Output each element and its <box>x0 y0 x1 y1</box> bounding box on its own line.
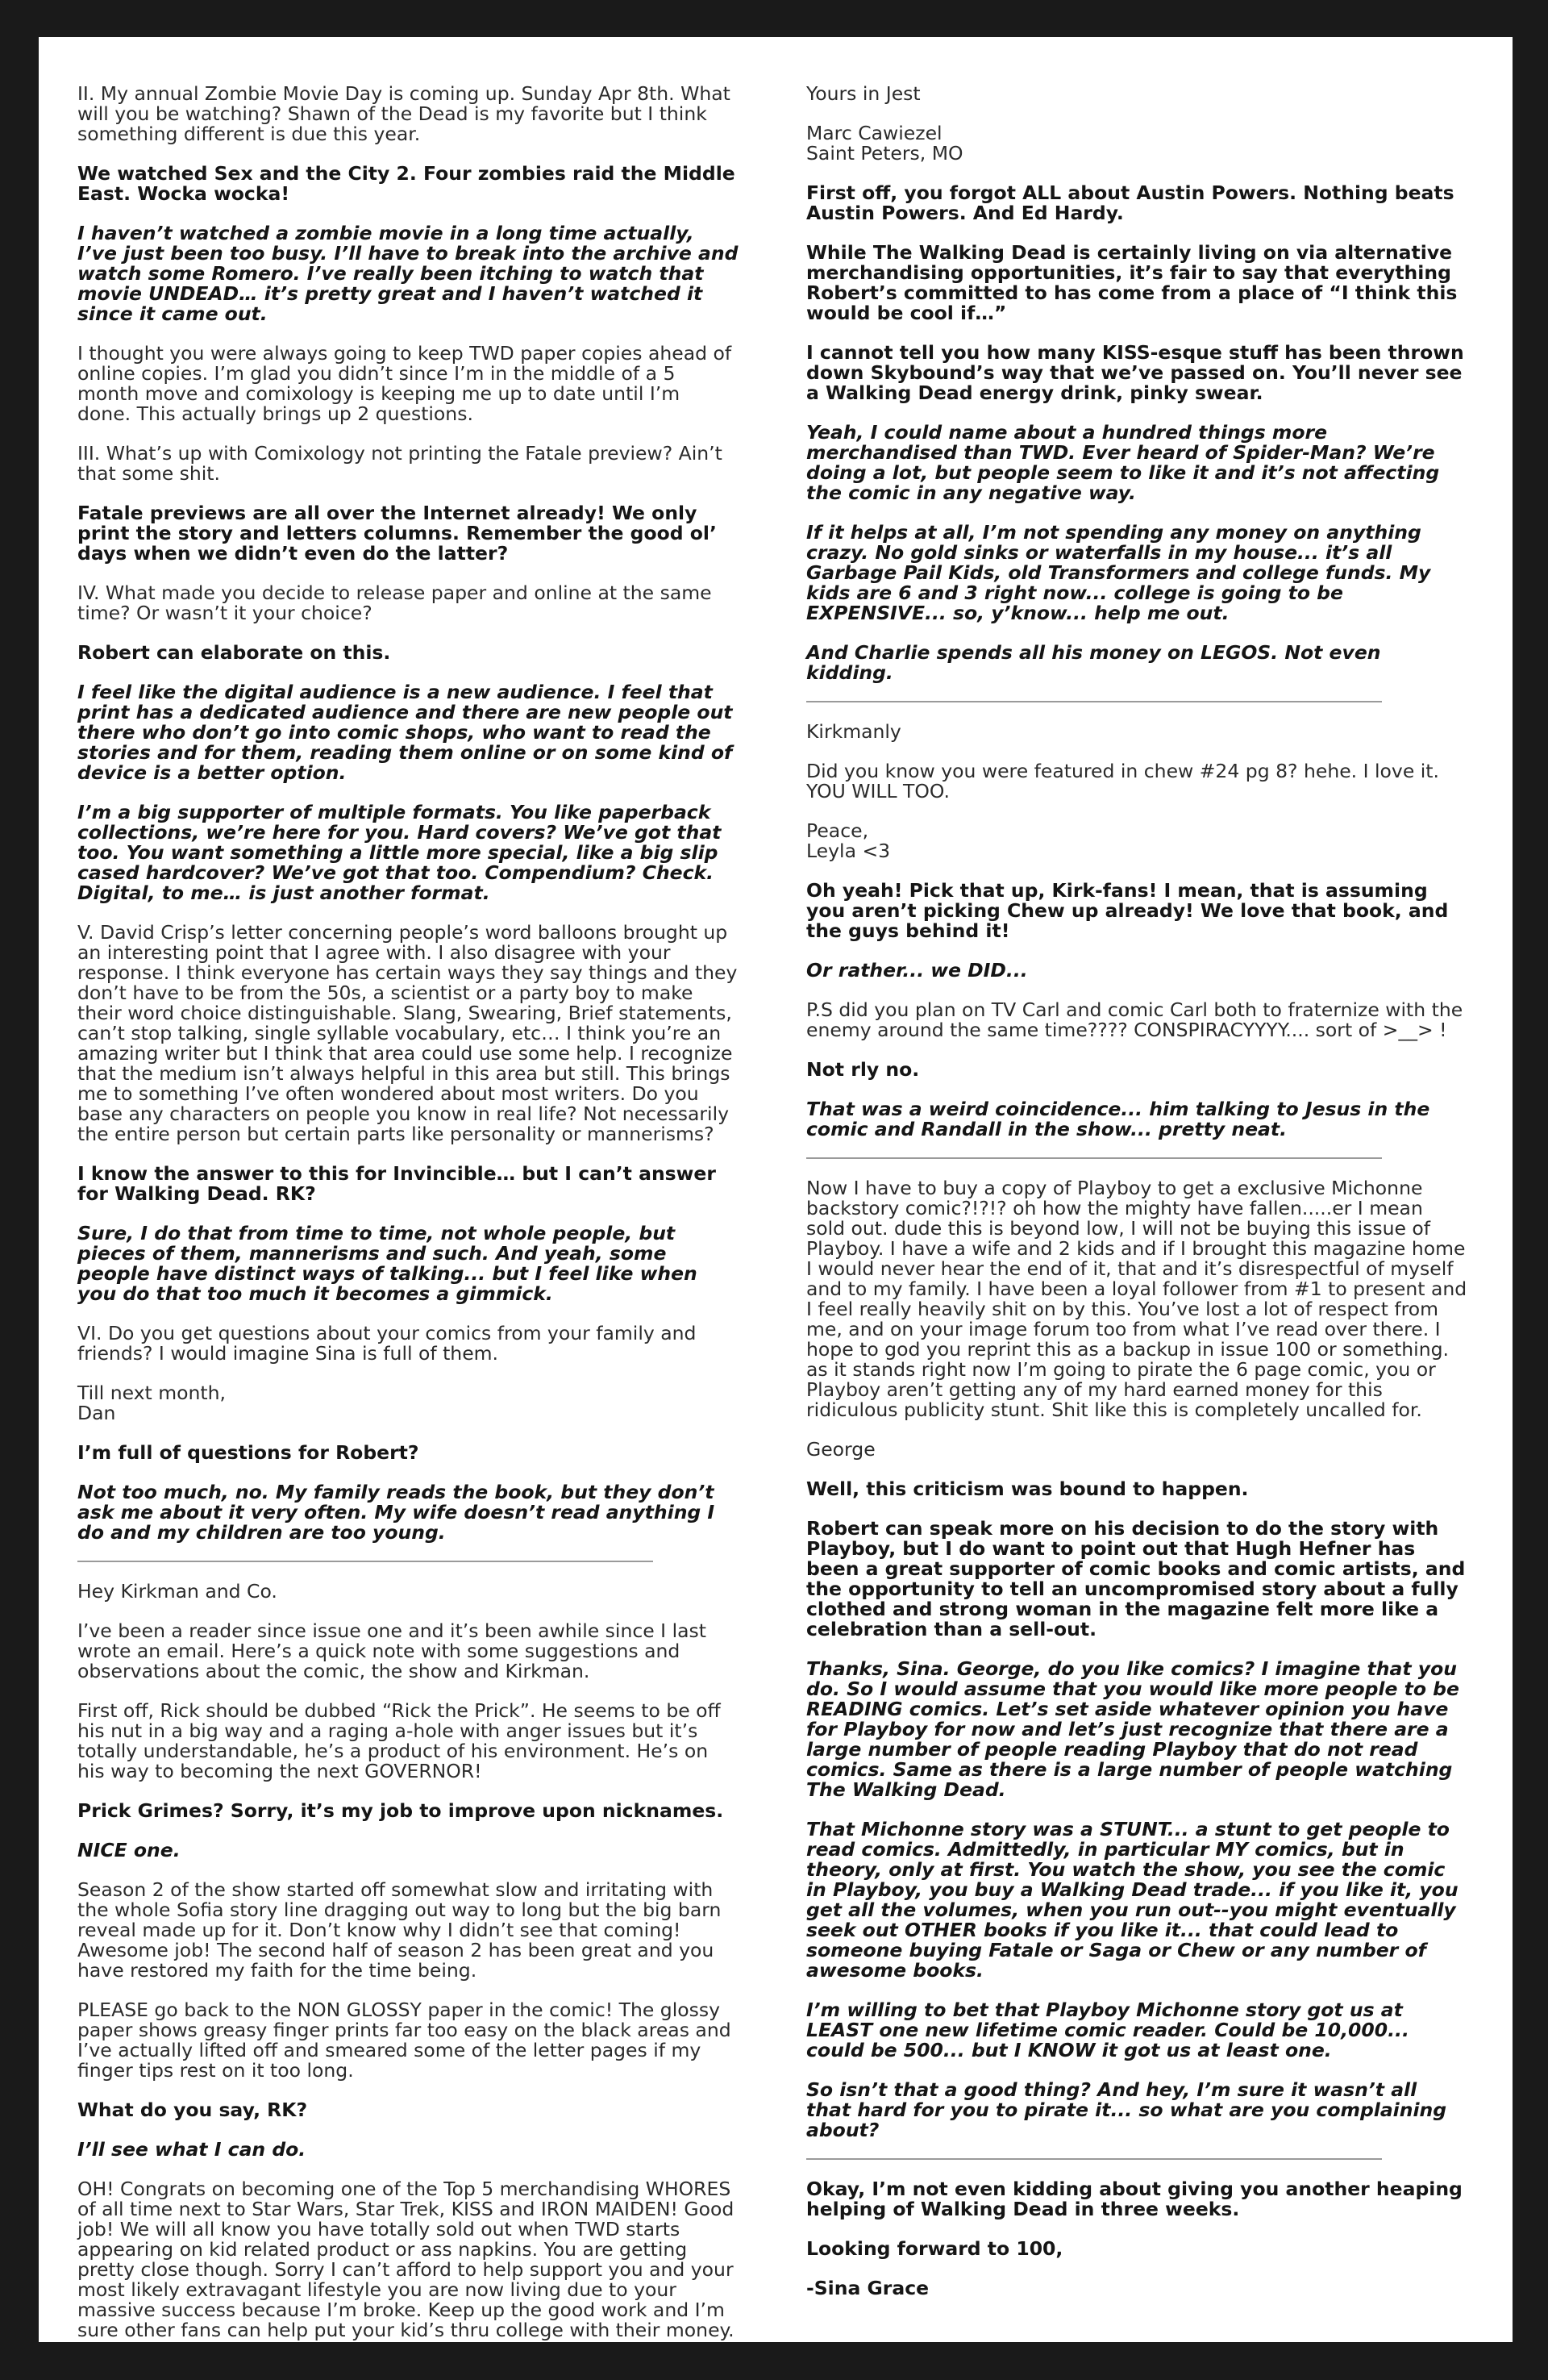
letter-paragraph: Marc Cawiezel Saint Peters, MO <box>806 122 963 165</box>
creator-response: I haven’t watched a zombie movie in a long time actually, I’ve just been too busy. I’ll have to break into the archive and watch some Romero. I’ve really been itching to watch that movie UNDEAD… it’s pretty great and I haven’t watched it since it came out. <box>77 222 739 325</box>
right-column <box>806 84 1467 2318</box>
section-divider <box>806 1144 1382 1159</box>
creator-response: Not too much, no. My family reads the book, but they don’t ask me about it very often. My wife doesn’t read anything I do and my children are too young. <box>77 1481 715 1544</box>
section-divider <box>806 2145 1382 2160</box>
creator-response: That was a weird coincidence... him talking to Jesus in the comic and Randall in the show... pretty neat. <box>806 1098 1430 1140</box>
editor-response: Robert can speak more on his decision to do the story with Playboy, but I do want to point out that Hugh Hefner has been a great supporter of comic books and comic artists, and the opportunity to tell an uncompromised story about a fully clothed and strong woman in the magazine felt more like a celebration than a sell-out. <box>806 1517 1466 1640</box>
letter-paragraph: Hey Kirkman and Co. <box>77 1580 277 1603</box>
letter-paragraph: Did you know you were featured in chew #24 pg 8? hehe. I love it. YOU WILL TOO. <box>806 760 1439 802</box>
editor-response: Robert can elaborate on this. <box>77 641 391 664</box>
letter-paragraph: OH! Congrats on becoming one of the Top 5 merchandising WHORES of all time next to Star Wars, Star Trek, KISS and IRON MAIDEN! Good job! We will all know you have totally sold out when TWD starts appearing on kid related product or ass napkins. You are getting pretty close though. Sorry I can’t afford to help support you and your most likely extravagant lifestyle you are now living due to your massive success because I’m broke. Keep up the good work and I’m sure other fans can help put your kid’s thru college with their money. <box>77 2178 734 2341</box>
creator-response: That Michonne story was a STUNT... a stunt to get people to read comics. Admittedly, in particular MY comics, but in theory, only at first. You watch the show, you see the comic in Playboy, you buy a Walking Dead trade... if you like it, you get all the volumes, when you run out--you might eventually seek out OTHER books if you like it... that could lead to someone buying Fatale or Saga or Chew or any number of awesome books. <box>806 1818 1459 1982</box>
letter-paragraph: First off, Rick should be dubbed “Rick the Prick”. He seems to be off his nut in a big way and a raging a-hole with anger issues but it’s totally understandable, he’s a product of his environment. He’s on his way to becoming the next GOVERNOR! <box>77 1699 721 1782</box>
editor-response: What do you say, RK? <box>77 2099 308 2121</box>
creator-response: I’ll see what I can do. <box>77 2138 306 2161</box>
editor-response: While The Walking Dead is certainly living on via alternative merchandising opportunities, it’s fair to say that everything Robert’s committed to has come from a place of “I think this would be cool if…” <box>806 241 1458 324</box>
letter-paragraph: Peace, Leyla <3 <box>806 819 891 862</box>
letter-paragraph: Till next month, Dan <box>77 1382 226 1424</box>
letter-paragraph: PLEASE go back to the NON GLOSSY paper in the comic! The glossy paper shows greasy finger prints far too easy on the black areas and I’ve actually lifted off and smeared some of the letter pages if my finger tips rest on it too long. <box>77 1999 731 2082</box>
section-divider <box>806 688 1382 702</box>
letter-paragraph: VI. Do you get questions about your comics from your family and friends? I would imagine Sina is full of them. <box>77 1322 697 1365</box>
creator-response: I’m willing to bet that Playboy Michonne story got us at LEAST one new lifetime comic reader. Could be 10,000... could be 500... but I KNOW it got us at least one. <box>806 1999 1409 2061</box>
creator-response: Yeah, I could name about a hundred things more merchandised than TWD. Ever heard of Spider-Man? We’re doing a lot, but people seem to like it and it’s not affecting the comic in any negative way. <box>806 421 1440 504</box>
editor-response: I cannot tell you how many KISS-esque stuff has been thrown down Skybound’s way that we’ve passed on. You’ll never see a Walking Dead energy drink, pinky swear. <box>806 341 1464 404</box>
editor-response: Prick Grimes? Sorry, it’s my job to improve upon nicknames. <box>77 1799 724 1822</box>
creator-response: I feel like the digital audience is a new audience. I feel that print has a dedicated audience and there are new people out there who don’t go into comic shops, who want to read the stories and for them, reading them online or on some kind of device is a better option. <box>77 681 733 784</box>
editor-response: Not rly no. <box>806 1058 920 1081</box>
letter-paragraph: III. What’s up with Comixology not printing the Fatale preview? Ain’t that some shit. <box>77 442 722 485</box>
left-column <box>77 84 739 2360</box>
creator-response: Sure, I do that from time to time, not whole people, but pieces of them, mannerisms and such. And yeah, some people have distinct ways of talking... but I feel like when you do that too much it becomes a gimmick. <box>77 1222 697 1305</box>
letter-paragraph: George <box>806 1438 876 1461</box>
letter-paragraph: V. David Crisp’s letter concerning people’s word balloons brought up an interesting point that I agree with. I also disagree with your response. I think everyone has certain ways they say things and they don’t have to be from the 50s, a scientist or a party boy to make their word choice distinguishable. Slang, Swearing, Brief statements, can’t stop talking, single syllable vocabulary, etc… I think you’re an amazing writer but I think that area could use some help. I recognize that the medium isn’t always helpful in this area but still. This brings me to something I’ve often wondered about most writers. Do you base any characters on people you know in real life? Not necessarily the entire person but certain parts like personality or mannerisms? <box>77 921 738 1145</box>
editor-response: Fatale previews are all over the Internet already! We only print the story and letters columns. Remember the good ol’ days when we didn’t even do the latter? <box>77 502 717 565</box>
creator-response: So isn’t that a good thing? And hey, I’m sure it wasn’t all that hard for you to pirate it... so what are you complaining about? <box>806 2078 1447 2141</box>
creator-response: And Charlie spends all his money on LEGOS. Not even kidding. <box>806 641 1381 684</box>
letter-paragraph: Now I have to buy a copy of Playboy to get a exclusive Michonne backstory comic?!?!? oh how the mighty have fallen.....er I mean sold out. dude this is beyond low, I will not be buying this issue of Playboy. I have a wife and 2 kids and if I brought this magazine home I would never hear the end of it, that and it’s disrespectful of myself and to my family. I have been a loyal follower from #1 to present and I feel really heavily shit on by this. You’ve lost a lot of respect from me, and on your image forum too from what I’ve read over there. I hope to god you reprint this as a backup in issue 100 or something. as it stands right now I’m going to pirate the 6 page comic, you or Playboy aren’t getting any of my hard earned money for this ridiculous publicity stunt. Shit like this is completely uncalled for. <box>806 1177 1467 1421</box>
letter-paragraph: I’ve been a reader since issue one and it’s been awhile since I last wrote an email. Here’s a quick note with some suggestions and observations about the comic, the show and Kirkman. <box>77 1619 706 1682</box>
letter-paragraph: Season 2 of the show started off somewhat slow and irritating with the whole Sofia story line dragging out way to long but the big barn reveal made up for it. Don’t know why I didn’t see that coming! Awesome job! The second half of season 2 has been great and you have restored my faith for the time being. <box>77 1878 722 1982</box>
letter-paragraph: IV. What made you decide to release paper and online at the same time? Or wasn’t it your choice? <box>77 581 712 624</box>
editor-response: Okay, I’m not even kidding about giving you another heaping helping of Walking Dead in three weeks. <box>806 2178 1463 2220</box>
letter-paragraph: II. My annual Zombie Movie Day is coming up. Sunday Apr 8th. What will you be watching? Shawn of the Dead is my favorite but I think something different is due this year. <box>77 82 730 145</box>
editor-response: Well, this criticism was bound to happen. <box>806 1478 1249 1500</box>
creator-response: Thanks, Sina. George, do you like comics? I imagine that you do. So I would assume that you would like more people to be READING comics. Let’s set aside whatever opinion you have for Playboy for now and let’s just recognize that there are a large number of people reading Playboy that do not read comics. Same as there is a large number of people watching The Walking Dead. <box>806 1657 1459 1801</box>
letter-paragraph: Yours in Jest <box>806 82 921 105</box>
section-divider <box>77 1548 653 1562</box>
creator-response: If it helps at all, I’m not spending any money on anything crazy. No gold sinks or waterfalls in my house... it’s all Garbage Pail Kids, old Transformers and college funds. My kids are 6 and 3 right now... college is going to be EXPENSIVE... so, y’know... help me out. <box>806 521 1431 624</box>
editor-response: Looking forward to 100, <box>806 2237 1063 2260</box>
editor-response: I know the answer to this for Invincible… but I can’t answer for Walking Dead. RK? <box>77 1162 716 1205</box>
editor-response: I’m full of questions for Robert? <box>77 1441 419 1464</box>
letters-page <box>39 37 1513 2342</box>
editor-response: -Sina Grace <box>806 2277 930 2299</box>
editor-response: First off, you forgot ALL about Austin Powers. Nothing beats Austin Powers. And Ed Hardy. <box>806 181 1454 224</box>
letter-paragraph: Kirkmanly <box>806 720 901 743</box>
editor-response: Oh yeah! Pick that up, Kirk-fans! I mean, that is assuming you aren’t picking Chew up already! We love that book, and the guys behind it! <box>806 879 1449 942</box>
creator-response: I’m a big supporter of multiple formats. You like paperback collections, we’re here for you. Hard covers? We’ve got that too. You want something a little more special, like a big slip cased hardcover? We’ve got that too. Compendium? Check. Digital, to me… is just another format. <box>77 801 722 904</box>
letter-paragraph: I thought you were always going to keep TWD paper copies ahead of online copies. I’m glad you didn’t since I’m in the middle of a 5 month move and comixology is keeping me up to date until I’m done. This actually brings up 2 questions. <box>77 342 732 425</box>
creator-response: Or rather... we DID... <box>806 959 1028 982</box>
editor-response: We watched Sex and the City 2. Four zombies raid the Middle East. Wocka wocka! <box>77 162 735 205</box>
creator-response: NICE one. <box>77 1839 181 1861</box>
letter-paragraph: P.S did you plan on TV Carl and comic Carl both to fraternize with the enemy around the same time???? CONSPIRACYYYY.... sort of >__> ! <box>806 998 1463 1041</box>
